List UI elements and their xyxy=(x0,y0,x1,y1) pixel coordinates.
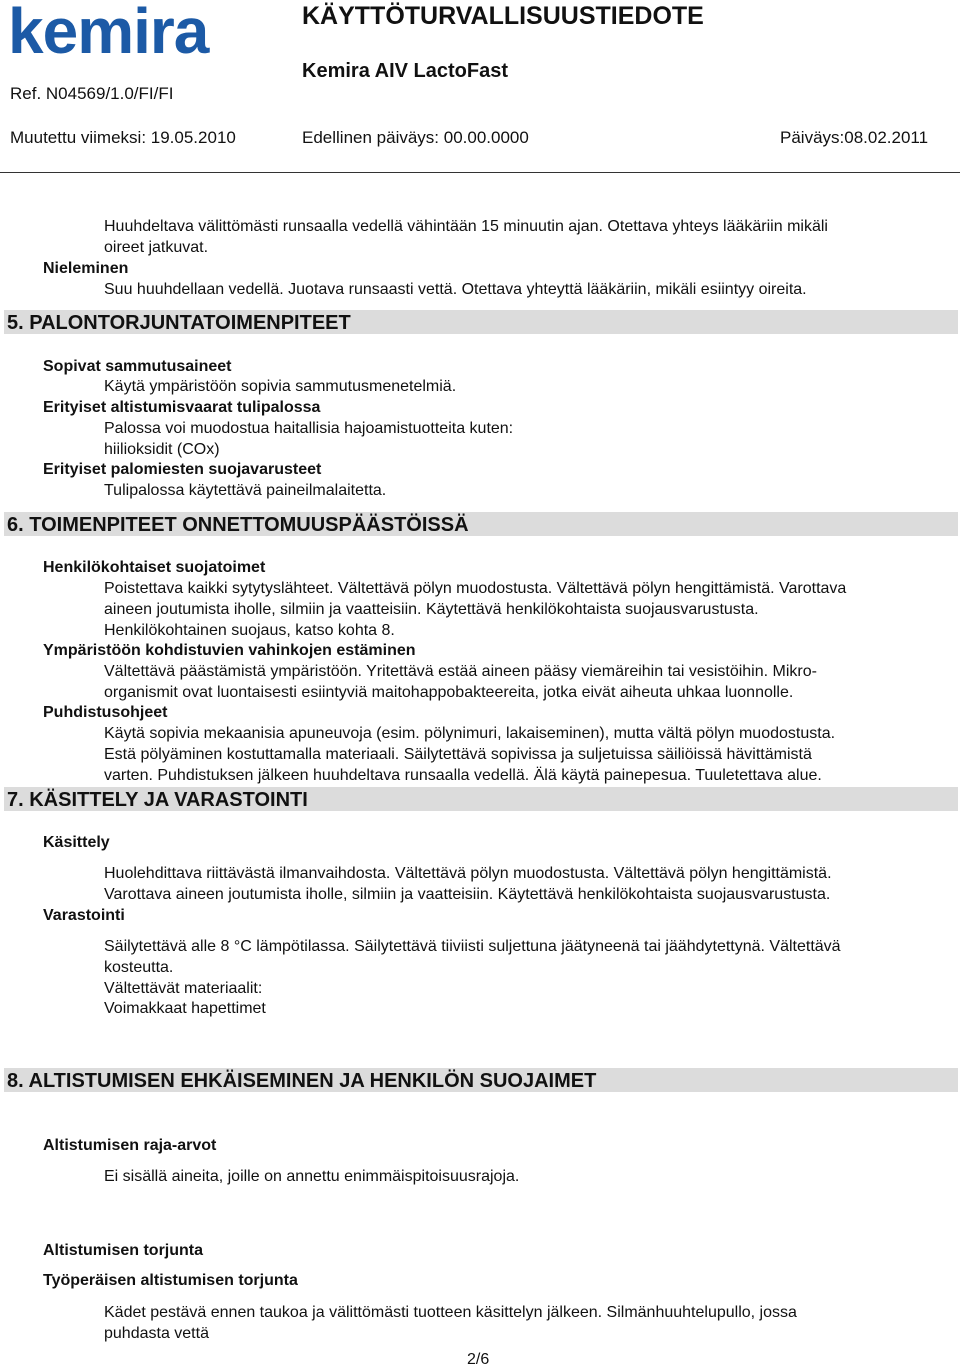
body-text: hiilioksidit (COx) xyxy=(104,441,220,458)
body-text: aineen joutumista iholle, silmiin ja vaatteisiin. Käytettävä henkilökohtaista suojausvarustusta. xyxy=(104,601,759,618)
body-text: Poistettava kaikki sytytyslähteet. Vältettävä pölyn muodostusta. Vältettävä pölyn hengittämistä. Varottava xyxy=(104,580,847,597)
subheading: Sopivat sammutusaineet xyxy=(43,358,232,375)
page-number: 2/6 xyxy=(467,1351,490,1368)
subheading: Erityiset altistumisvaarat tulipalossa xyxy=(43,399,321,416)
body-text: Varottava aineen joutumista iholle, silmiin ja vaatteisiin. Käytettävä henkilökohtaista suojausvarustusta. xyxy=(104,886,831,903)
subheading: Henkilökohtaiset suojatoimet xyxy=(43,559,266,576)
subheading: Altistumisen raja-arvot xyxy=(43,1137,217,1154)
subheading: Käsittely xyxy=(43,834,110,851)
body-text: Vältettävä päästämistä ympäristöön. Yritettävä estää aineen pääsy viemäreihin tai vesistöihin. Mikro- xyxy=(104,663,817,680)
reference-number: Ref. N04569/1.0/FI/FI xyxy=(10,84,174,103)
kemira-logo: kemira xyxy=(8,0,209,67)
body-text: Vältettävät materiaalit: xyxy=(104,980,263,997)
issue-date: Päiväys:08.02.2011 xyxy=(780,128,929,147)
body-text: Henkilökohtainen suojaus, katso kohta 8. xyxy=(104,622,395,639)
section-7-title: 7. KÄSITTELY JA VARASTOINTI xyxy=(4,787,958,811)
body-text: varten. Puhdistuksen jälkeen huuhdeltava runsaalla vedellä. Älä käytä painepesua. Tuuletettava alue. xyxy=(104,767,822,784)
previous-date: Edellinen päiväys: 00.00.0000 xyxy=(302,128,529,147)
subheading: Varastointi xyxy=(43,907,125,924)
body-text: Ei sisällä aineita, joille on annettu enimmäispitoisuusrajoja. xyxy=(104,1168,520,1185)
section-5-title: 5. PALONTORJUNTATOIMENPITEET xyxy=(4,310,958,334)
subheading: Erityiset palomiesten suojavarusteet xyxy=(43,461,322,478)
subheading: Ympäristöön kohdistuvien vahinkojen estäminen xyxy=(43,642,416,659)
intro-line: oireet jatkuvat. xyxy=(104,239,209,256)
subheading: Puhdistusohjeet xyxy=(43,704,168,721)
section-6-title: 6. TOIMENPITEET ONNETTOMUUSPÄÄSTÖISSÄ xyxy=(4,512,958,536)
body-text: Estä pölyäminen kostuttamalla materiaali. Säilytettävä sopivissa ja suljetuissa säiliöissä hävittämistä xyxy=(104,746,812,763)
intro-line: Huuhdeltava välittömästi runsaalla vedellä vähintään 15 minuutin ajan. Otettava yhteys lääkäriin mikäli xyxy=(104,218,828,235)
subheading: Altistumisen torjunta xyxy=(43,1242,204,1259)
body-text: puhdasta vettä xyxy=(104,1325,209,1342)
body-text: Huolehdittava riittävästä ilmanvaihdosta. Vältettävä pölyn muodostusta. Vältettävä pölyn hengittämistä. xyxy=(104,865,832,882)
product-name: Kemira AIV LactoFast xyxy=(302,60,508,82)
body-text: Kädet pestävä ennen taukoa ja välittömästi tuotteen käsittelyn jälkeen. Silmänhuuhtelupullo, jossa xyxy=(104,1304,797,1321)
header-divider xyxy=(0,172,960,173)
subheading: Työperäisen altistumisen torjunta xyxy=(43,1272,298,1289)
body-text: Säilytettävä alle 8 °C lämpötilassa. Säilytettävä tiiviisti suljettuna jäätyneenä tai jäähdytettynä. Vältettävä xyxy=(104,938,841,955)
document-title: KÄYTTÖTURVALLISUUSTIEDOTE xyxy=(302,2,704,30)
body-text: Käytä sopivia mekaanisia apuneuvoja (esim. pölynimuri, lakaiseminen), mutta vältä pölyn muodostusta. xyxy=(104,725,836,742)
body-text: organismit ovat luontaisesti esiintyviä maitohappobakteereita, jotka eivät aiheuta uhkaa luonnolle. xyxy=(104,684,794,701)
section-8-title: 8. ALTISTUMISEN EHKÄISEMINEN JA HENKILÖN SUOJAIMET xyxy=(4,1068,958,1092)
body-text: Tulipalossa käytettävä paineilmalaitetta. xyxy=(104,482,387,499)
body-text: Voimakkaat hapettimet xyxy=(104,1000,266,1017)
body-text: Palossa voi muodostua haitallisia hajoamistuotteita kuten: xyxy=(104,420,514,437)
body-text: kosteutta. xyxy=(104,959,174,976)
body-text: Käytä ympäristöön sopivia sammutusmenetelmiä. xyxy=(104,378,457,395)
ingestion-heading: Nieleminen xyxy=(43,260,129,277)
intro-line: Suu huuhdellaan vedellä. Juotava runsaasti vettä. Otettava yhteyttä lääkäriin, mikäli esiintyy oireita. xyxy=(104,281,807,298)
modified-date: Muutettu viimeksi: 19.05.2010 xyxy=(10,128,236,147)
